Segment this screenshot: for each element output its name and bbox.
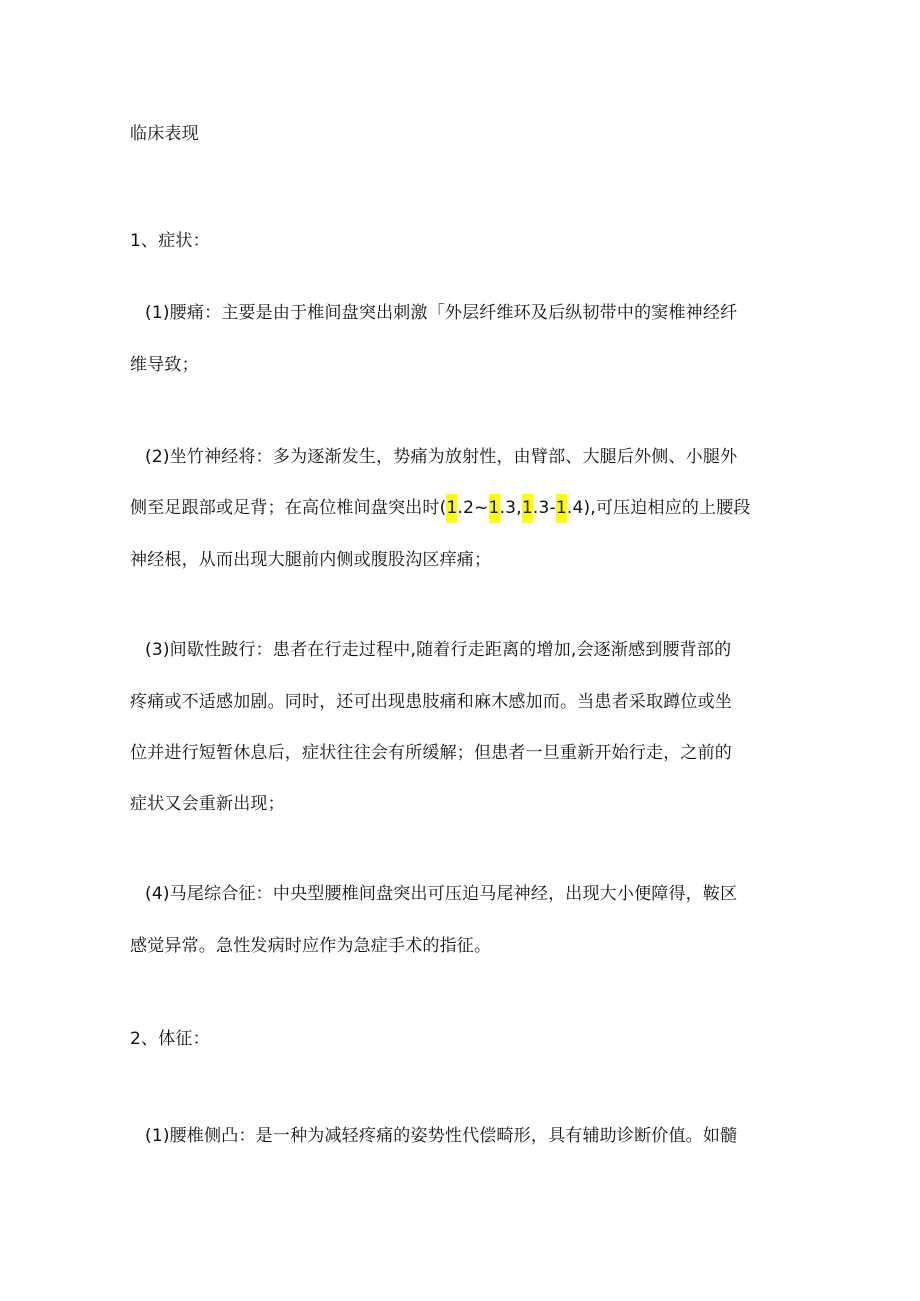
paragraph-line: 维导致； xyxy=(130,355,199,375)
document-title: 临床表现 xyxy=(130,124,199,144)
section-heading-signs: 2、体征： xyxy=(130,1029,210,1049)
paragraph-line: (4)马尾综合征：中央型腰椎间盘突出可压迫马尾神经，出现大小便障得，鞍区 xyxy=(145,884,738,904)
paragraph-line: 神经根，从而出现大腿前内侧或腹股沟区痒痛； xyxy=(130,550,492,570)
text-segment: 侧至足跟部或足背；在高位椎间盘突出时( xyxy=(130,498,447,518)
highlighted-digit: 1 xyxy=(446,494,457,523)
paragraph-line: 症状又会重新出现； xyxy=(130,794,285,814)
paragraph-line: (3)间歇性跛行：患者在行走过程中,随着行走距离的增加,会逐渐感到腰背部的 xyxy=(145,640,732,660)
paragraph-line: 疼痛或不适感加剧。同时，还可出现患肢痛和麻木感加而。当患者采取蹲位或坐 xyxy=(130,692,732,712)
paragraph-line: (1)腰痛：主要是由于椎间盘突出刺激「外层纤维环及后纵韧带中的窦椎神经纤 xyxy=(145,303,738,323)
text-segment: .3- xyxy=(532,498,556,518)
section-heading-symptoms: 1、症状： xyxy=(130,231,210,251)
text-segment: .3, xyxy=(499,498,522,518)
text-segment: .2~ xyxy=(457,498,489,518)
paragraph-line: (1)腰椎侧凸：是一种为减轻疼痛的姿势性代偿畸形，具有辅助诊断价值。如髓 xyxy=(145,1126,738,1146)
highlighted-digit: 1 xyxy=(522,494,533,523)
text-segment: .4),可压迫相应的上腰段 xyxy=(566,498,751,518)
paragraph-line-with-highlights xyxy=(130,496,751,520)
paragraph-line: (2)坐竹神经将：多为逐渐发生，势痛为放射性，由臂部、大腿后外侧、小腿外 xyxy=(145,447,738,467)
paragraph-line: 感觉异常。急性发病时应作为急症手术的指征。 xyxy=(130,936,492,956)
highlighted-digit: 1 xyxy=(556,494,567,523)
paragraph-line: 位并进行短暂休息后，症状往往会有所缓解；但患者一旦重新开始行走，之前的 xyxy=(130,743,732,763)
highlighted-digit: 1 xyxy=(489,494,500,523)
